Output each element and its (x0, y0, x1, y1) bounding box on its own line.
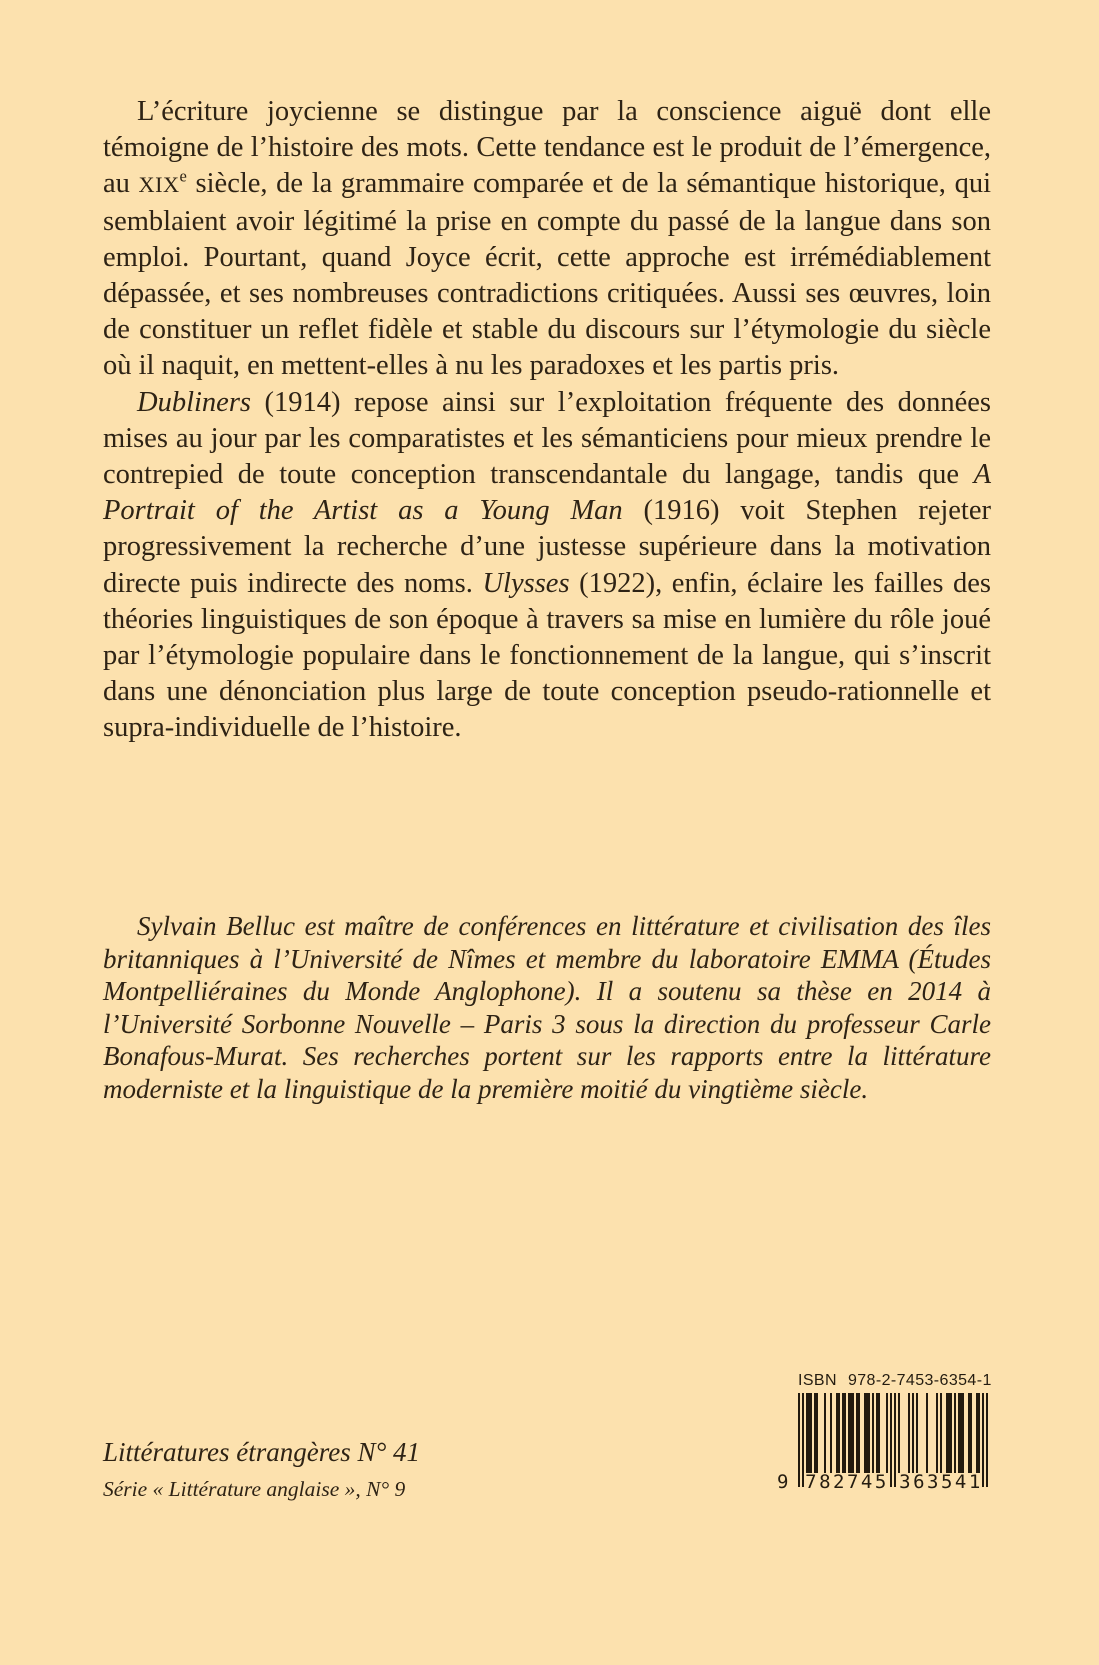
series-block (103, 1437, 420, 1502)
series-title: Série « Littérature anglaise », N° 9 (103, 1477, 406, 1501)
barcode-digits (777, 1471, 997, 1495)
isbn-number: 978-2-7453-6354-1 (847, 1372, 992, 1389)
barcode-digit-group-left: 782745 (805, 1471, 889, 1493)
author-bio: Sylvain Belluc est maître de conférences en littérature et civilisation des îles britanniques à l’Université de Nîmes et membre du laboratoire EMMA (Études Montpelliéraines du Monde Anglophone). Il a soutenu sa thèse en 2014 à l’Université Sorbonne Nouvelle – Paris 3 sous la direction du professeur Carle Bonafous-Murat. Ses recherches portent sur les rapports entre la littérature moderniste et la linguistique de la première moitié du vingtième siècle. (103, 911, 991, 1104)
isbn-label: ISBN (798, 1372, 837, 1389)
collection-title: Littératures étrangères N° 41 (103, 1437, 421, 1467)
synopsis-paragraph-2: Dubliners (1914) repose ainsi sur l’exploitation fréquente des données mises au jour par les comparatistes et les sémanticiens pour mieux prendre le contrepied de toute conception transcendantale du langage, tandis que A Portrait of the Artist as a Young Man (1916) voit Stephen rejeter progressivement la recherche d’une justesse supérieure dans la motivation directe puis indirecte des noms. Ulysses (1922), enfin, éclaire les failles des théories linguistiques de son époque à travers sa mise en lumière du rôle joué par l’étymologie populaire dans le fonctionnement de la langue, qui s’inscrit dans une dénonciation plus large de toute conception pseudo-rationnelle et supra-individuelle de l’histoire. (103, 386, 991, 744)
synopsis (103, 94, 991, 747)
isbn-block (777, 1371, 997, 1495)
barcode-digit-lead: 9 (777, 1471, 789, 1493)
barcode-digit-group-right: 363541 (899, 1471, 983, 1493)
isbn-line (777, 1371, 997, 1391)
synopsis-paragraph-1: L’écriture joycienne se distingue par la conscience aiguë dont elle témoigne de l’histoire des mots. Cette tendance est le produit de l’émergence, au XIXe siècle, de la grammaire comparée et de la sémantique historique, qui semblaient avoir légitimé la prise en compte du passé de la langue dans son emploi. Pourtant, quand Joyce écrit, cette approche est irrémédiablement dépassée, et ses nombreuses contradictions critiquées. Aussi ses œuvres, loin de constituer un reflet fidèle et stable du discours sur l’étymologie du siècle où il naquit, en mettent-elles à nu les paradoxes et les partis pris. (103, 96, 991, 382)
